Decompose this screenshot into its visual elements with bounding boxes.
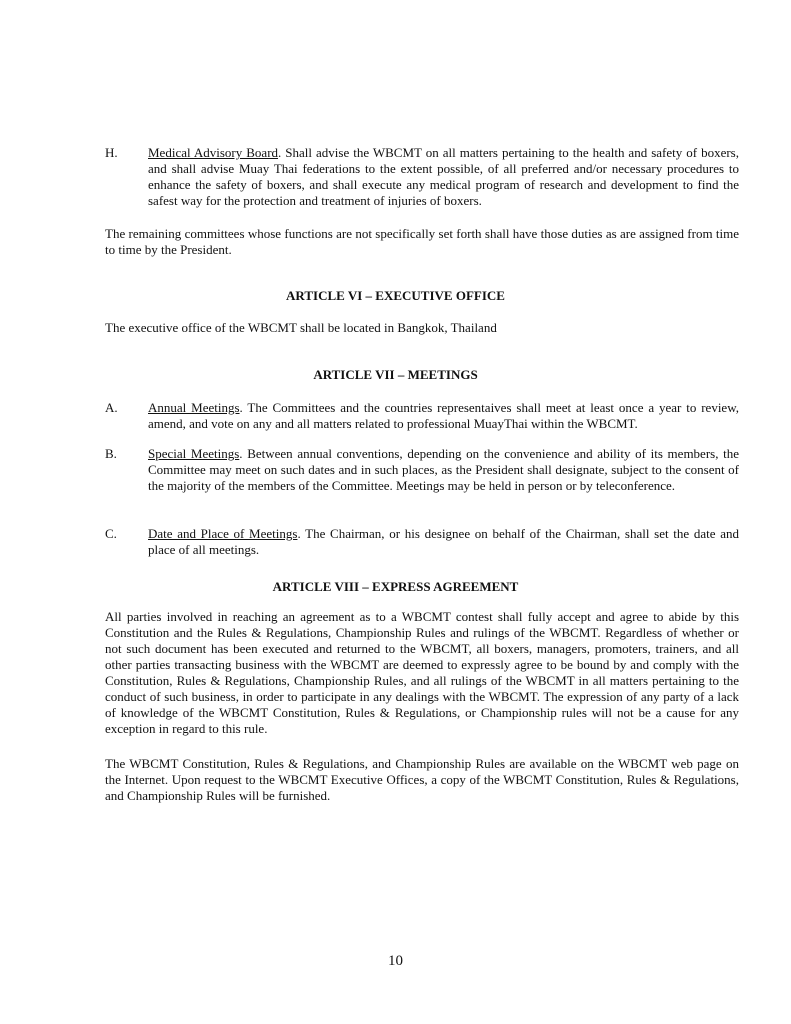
section-b-special-meetings — [105, 446, 739, 494]
section-heading: Date and Place of Meetings — [148, 526, 298, 541]
section-text: . The Chairman, or his designee on behalf of the Chairman, shall set the date and place of all meetings. — [148, 526, 739, 557]
executive-office-paragraph: The executive office of the WBCMT shall be located in Bangkok, Thailand — [105, 320, 497, 335]
section-letter: C. — [105, 526, 117, 541]
section-body — [148, 145, 739, 209]
section-letter: B. — [105, 446, 117, 461]
section-c-date-and-place — [105, 526, 739, 558]
section-text: . Shall advise the WBCMT on all matters pertaining to the health and safety of boxers, and shall advise Muay Thai federations to the extent possible, of all preferred and/or necessary procedures to enhance the safety of boxers, and shall execute any medical program of research and development to find the safest way for the protection and treatment of injuries of boxers. — [148, 145, 739, 208]
section-text: . Between annual conventions, depending on the convenience and ability of its members, the Committee may meet on such dates and in such places, as the President shall designate, subject to the consent of the majority of the members of the Committee. Meetings may be held in person or by teleconference. — [148, 446, 739, 493]
section-heading: Special Meetings — [148, 446, 240, 461]
section-body — [148, 526, 739, 558]
article-vi-title: ARTICLE VI – EXECUTIVE OFFICE — [286, 288, 505, 303]
page-number: 10 — [388, 953, 403, 969]
section-h-medical-advisory-board — [105, 145, 739, 209]
section-text: . The Committees and the countries representaives shall meet at least once a year to review, amend, and vote on any and all matters related to professional MuayThai within the WBCMT. — [148, 400, 739, 431]
remaining-committees-paragraph: The remaining committees whose functions are not specifically set forth shall have those duties as are assigned from time to time by the President. — [105, 226, 739, 257]
section-body — [148, 400, 739, 432]
section-heading: Medical Advisory Board — [148, 145, 279, 160]
express-agreement-paragraph-1: All parties involved in reaching an agreement as to a WBCMT contest shall fully accept and agree to abide by this Constitution and the Rules & Regulations, Championship Rules and rulings of the WBCMT. Regardless of whether or not such document has been executed and returned to the WBCMT, all boxers, managers, promoters, trainers, and all other parties transacting business with the WBCMT are deemed to expressly agree to be bound by and comply with the Constitution, Rules & Regulations, Championship Rules, and all rulings of the WBCMT in all matters pertaining to the conduct of such business, in order to participate in any dealings with the WBCMT. The expression of any party of a lack of knowledge of the WBCMT Constitution, Rules & Regulations, or Championship rules will not be a cause for any exception in regard to this rule. — [105, 609, 739, 736]
express-agreement-paragraph-2: The WBCMT Constitution, Rules & Regulations, and Championship Rules are available on the WBCMT web page on the Internet. Upon request to the WBCMT Executive Offices, a copy of the WBCMT Constitution, Rules & Regulations, and Championship Rules will be furnished. — [105, 756, 739, 803]
section-letter: H. — [105, 145, 118, 160]
section-body — [148, 446, 739, 494]
article-viii-title: ARTICLE VIII – EXPRESS AGREEMENT — [272, 579, 519, 594]
section-heading: Annual Meetings — [148, 400, 240, 415]
section-a-annual-meetings — [105, 400, 739, 432]
section-letter: A. — [105, 400, 118, 415]
article-vii-title: ARTICLE VII – MEETINGS — [313, 367, 478, 382]
